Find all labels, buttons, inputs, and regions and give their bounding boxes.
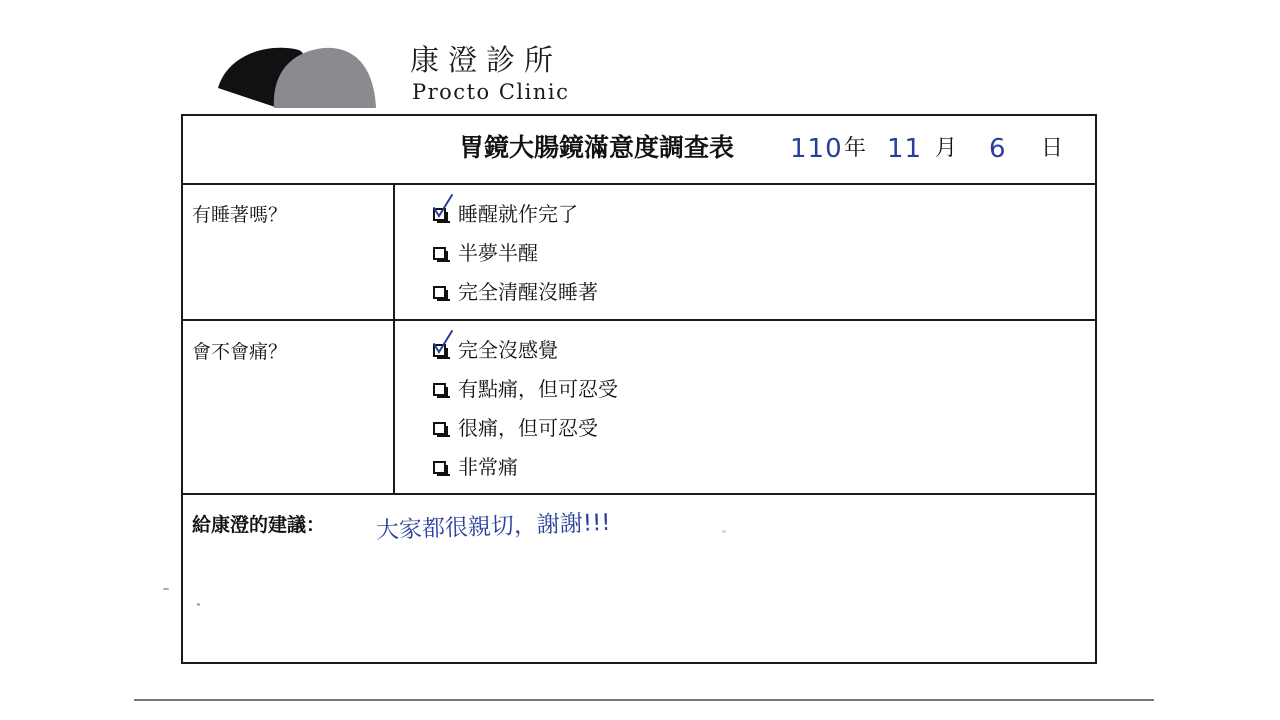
suggestion-label: 給康澄的建議： (192, 514, 326, 536)
scan-speck (197, 603, 200, 606)
option-sleep-half[interactable] (433, 243, 538, 263)
check-mark-icon (432, 193, 454, 219)
option-label: 很痛，但可忍受 (458, 416, 598, 440)
divider (183, 319, 1095, 321)
option-label: 非常痛 (458, 455, 518, 479)
column-divider (393, 184, 395, 495)
option-label: 完全清醒沒睡著 (458, 280, 598, 304)
scan-edge-line (134, 699, 1154, 701)
suggestion-handwritten-text[interactable]: 大家都很親切，謝謝!!! (375, 509, 611, 544)
checkbox[interactable] (433, 383, 446, 396)
option-pain-extreme[interactable] (433, 457, 518, 477)
date-day-unit: 日 (1041, 136, 1064, 161)
option-sleep-awake[interactable] (433, 282, 598, 302)
checkbox[interactable] (433, 247, 446, 260)
option-label: 完全沒感覺 (458, 338, 558, 362)
divider (183, 493, 1095, 495)
question-sleep-label: 有睡著嗎？ (192, 204, 288, 226)
scan-speck (163, 588, 169, 590)
checkbox-checked[interactable] (433, 344, 446, 357)
date-month-unit: 月 (935, 136, 958, 161)
date-year-value[interactable]: 110 (790, 134, 843, 164)
scan-speck (722, 530, 726, 533)
option-label: 睡醒就作完了 (458, 202, 578, 226)
survey-form (181, 114, 1097, 664)
checkbox[interactable] (433, 461, 446, 474)
option-pain-slight[interactable] (433, 379, 618, 399)
form-title: 胃鏡大腸鏡滿意度調查表 (459, 133, 735, 162)
date-year-unit: 年 (844, 136, 867, 161)
clinic-name-chinese: 康澄診所 (410, 43, 563, 77)
date-day-value[interactable]: 6 (989, 134, 1007, 164)
option-label: 有點痛，但可忍受 (458, 377, 618, 401)
clinic-name-english: Procto Clinic (412, 80, 570, 104)
option-pain-none[interactable] (433, 340, 558, 360)
date-month-value[interactable]: 11 (887, 134, 923, 164)
option-pain-very[interactable] (433, 418, 598, 438)
divider (183, 183, 1095, 185)
option-sleep-asleep[interactable] (433, 204, 578, 224)
question-pain-label: 會不會痛？ (192, 341, 288, 363)
checkbox[interactable] (433, 286, 446, 299)
check-mark-icon (432, 329, 454, 355)
checkbox-checked[interactable] (433, 208, 446, 221)
option-label: 半夢半醒 (458, 241, 538, 265)
checkbox[interactable] (433, 422, 446, 435)
clinic-logo-icon (216, 46, 378, 108)
